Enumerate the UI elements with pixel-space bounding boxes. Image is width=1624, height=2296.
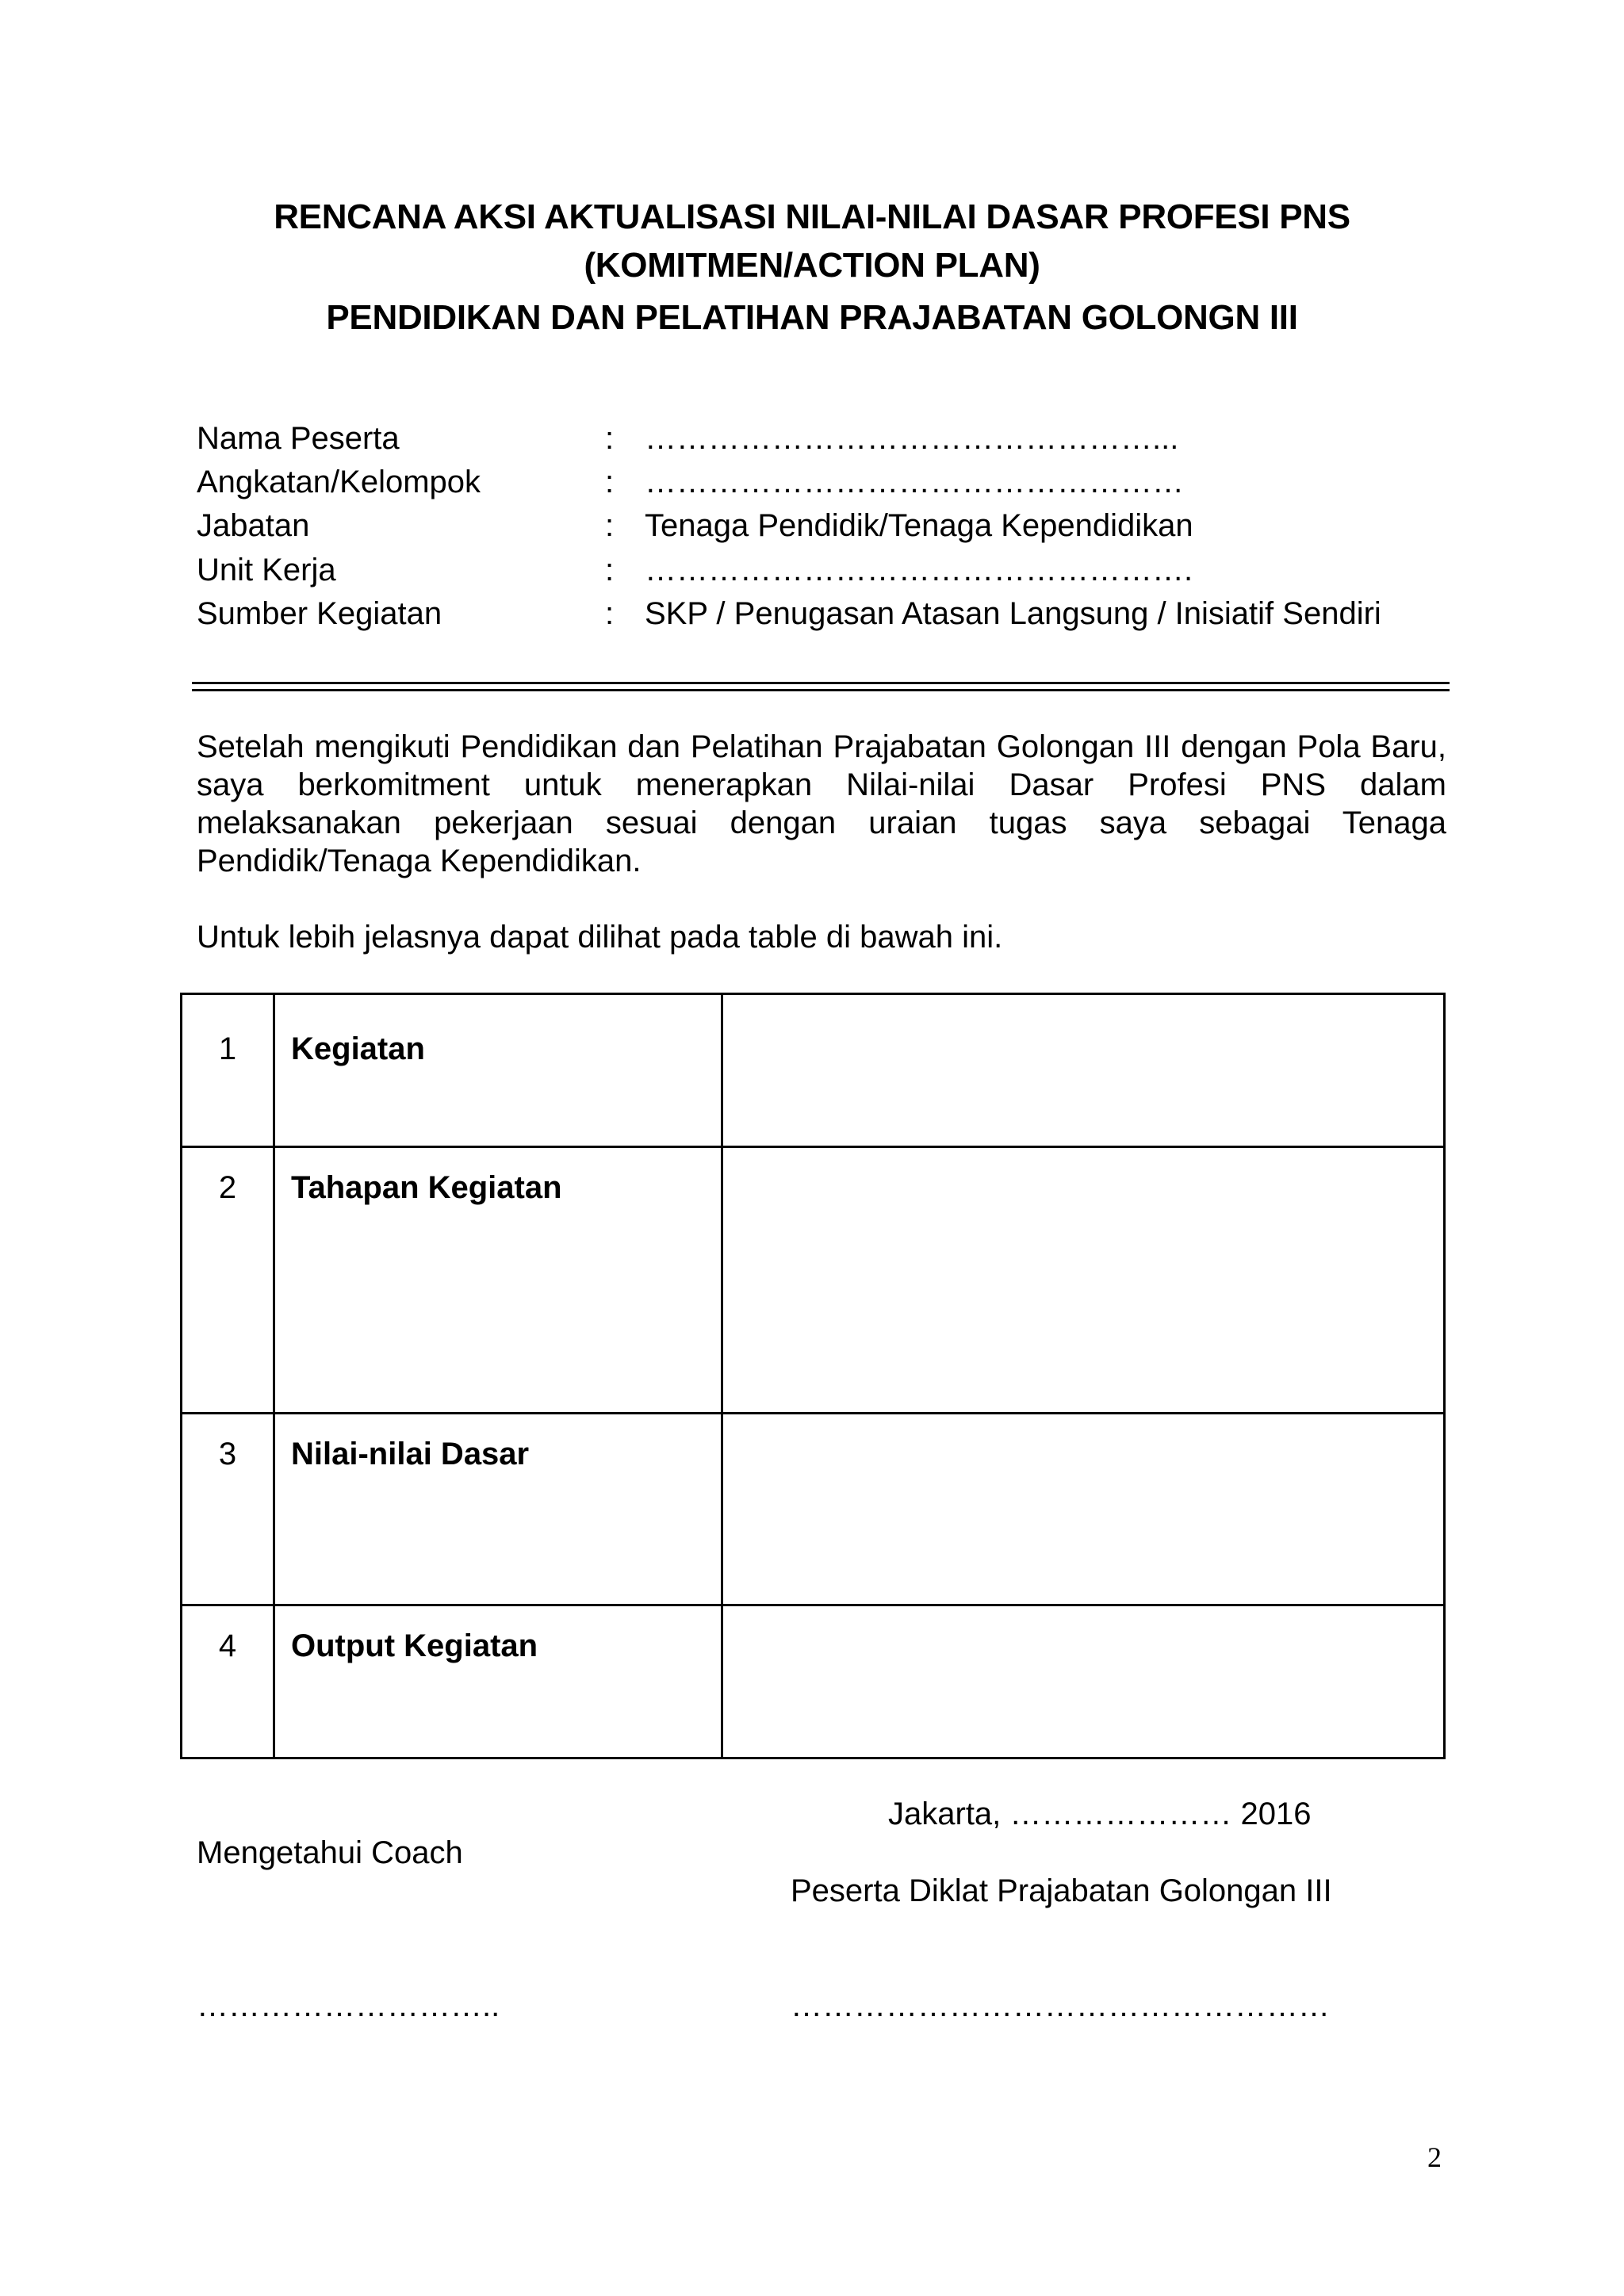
row-content <box>723 1606 1443 1628</box>
row-number-cell <box>182 1147 274 1414</box>
section-divider <box>192 682 1450 691</box>
row-label-cell <box>274 994 722 1147</box>
identity-label: Sumber Kegiatan <box>197 596 442 631</box>
place-date: Jakarta, ………………… 2016 <box>888 1797 1312 1831</box>
coach-acknowledgement-label: Mengetahui Coach <box>197 1835 463 1870</box>
identity-label: Angkatan/Kelompok <box>197 465 481 499</box>
identity-colon: : <box>605 465 615 499</box>
identity-value: …………………………………………... <box>645 421 1179 456</box>
identity-colon: : <box>605 596 615 631</box>
table-row <box>182 1147 1445 1414</box>
document-title-line-2: (KOMITMEN/ACTION PLAN) <box>584 246 1040 285</box>
table-row <box>182 994 1445 1147</box>
row-number: 4 <box>218 1628 237 1663</box>
row-content <box>723 995 1443 1031</box>
identity-label: Jabatan <box>197 508 310 543</box>
row-number-cell <box>182 1605 274 1758</box>
row-label-cell <box>274 1605 722 1758</box>
identity-label: Unit Kerja <box>197 553 336 587</box>
identity-value: SKP / Penugasan Atasan Langsung / Inisiatif Sendiri <box>645 596 1381 631</box>
table-row <box>182 1605 1445 1758</box>
row-content-cell <box>722 994 1445 1147</box>
row-label: Nilai-nilai Dasar <box>291 1437 530 1471</box>
commitment-paragraph: Setelah mengikuti Pendidikan dan Pelatihan Prajabatan Golongan III dengan Pola Baru, saya berkomitment untuk menerapkan Nilai-nilai Dasar Profesi PNS dalam melaksanakan pekerjaan sesuai dengan uraian tugas saya sebagai Tenaga Pendidik/Tenaga Kependidikan. <box>197 729 1446 878</box>
row-content-cell <box>722 1414 1445 1605</box>
row-label-cell <box>274 1414 722 1605</box>
identity-colon: : <box>605 421 615 456</box>
identity-value: ……………………………………………. <box>645 553 1193 587</box>
row-number: 2 <box>218 1170 237 1205</box>
table-intro-text: Untuk lebih jelasnya dapat dilihat pada table di bawah ini. <box>197 920 1003 955</box>
row-label: Output Kegiatan <box>291 1628 538 1663</box>
participant-label: Peserta Diklat Prajabatan Golongan III <box>791 1873 1332 1908</box>
row-content <box>723 1148 1443 1170</box>
identity-value: Tenaga Pendidik/Tenaga Kependidikan <box>645 508 1193 543</box>
row-label: Tahapan Kegiatan <box>291 1170 562 1205</box>
page-number: 2 <box>1427 2141 1442 2173</box>
document-title-line-3: PENDIDIKAN DAN PELATIHAN PRAJABATAN GOLONGN III <box>326 298 1298 337</box>
row-number-cell <box>182 994 274 1147</box>
row-number: 3 <box>218 1437 237 1471</box>
identity-label: Nama Peserta <box>197 421 400 456</box>
row-number: 1 <box>218 1031 237 1066</box>
row-content-cell <box>722 1147 1445 1414</box>
table-row <box>182 1414 1445 1605</box>
identity-colon: : <box>605 508 615 543</box>
row-content-cell <box>722 1605 1445 1758</box>
coach-signature-blank: ……………………….. <box>197 1988 500 2023</box>
row-number-cell <box>182 1414 274 1605</box>
row-content <box>723 1414 1443 1437</box>
identity-colon: : <box>605 553 615 587</box>
participant-signature-blank: …………………………………………… <box>791 1988 1330 2023</box>
identity-value: …………………………………………… <box>645 465 1184 499</box>
document-title-line-1: RENCANA AKSI AKTUALISASI NILAI-NILAI DASAR PROFESI PNS <box>274 197 1350 236</box>
row-label: Kegiatan <box>291 1031 425 1066</box>
action-plan-table <box>180 993 1446 1759</box>
row-label-cell <box>274 1147 722 1414</box>
